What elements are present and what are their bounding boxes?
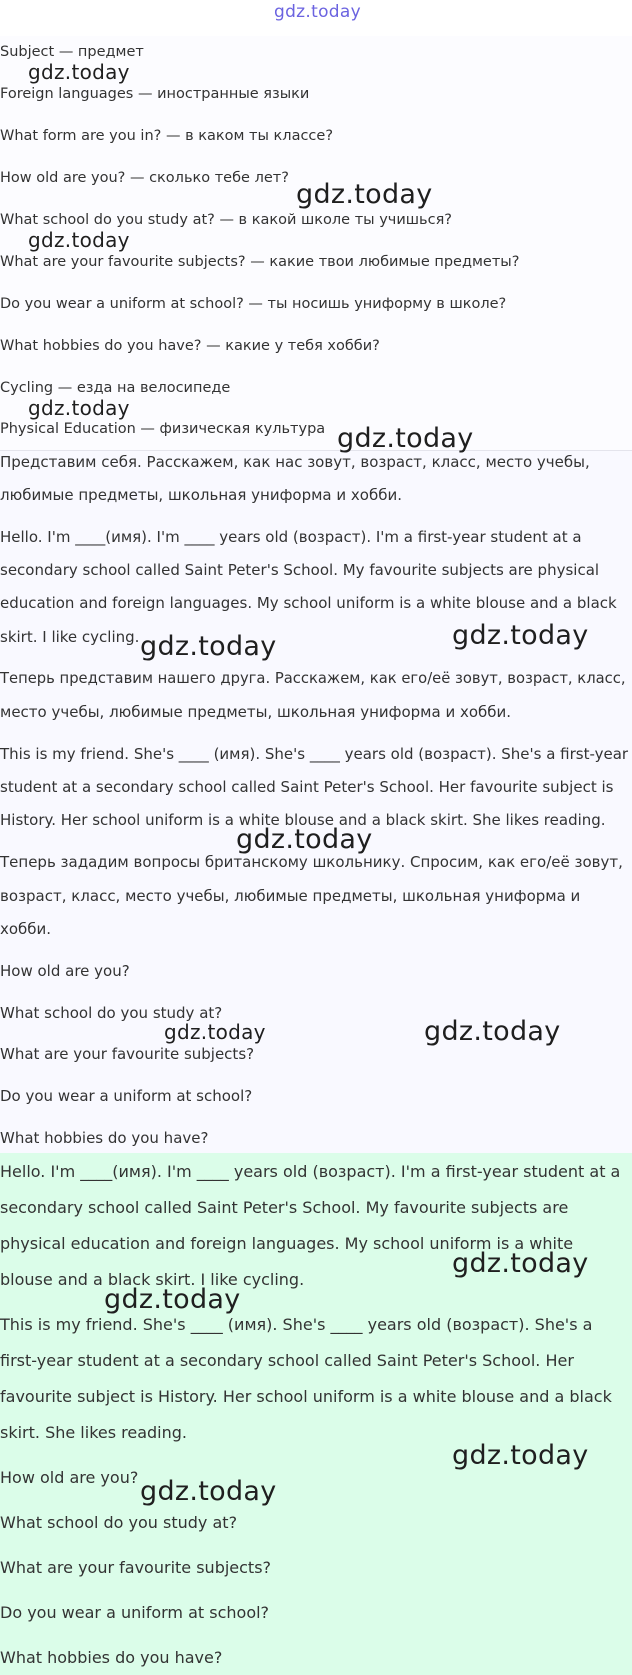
explanation-line: History. Her school uniform is a white blouse and a black skirt. She likes reading.	[0, 811, 606, 829]
explanation-line: Do you wear a uniform at school?	[0, 1087, 253, 1105]
explanation-line: Теперь представим нашего друга. Расскажем, как его/её зовут, возраст, класс,	[0, 670, 626, 687]
watermark: gdz.today	[104, 1284, 241, 1315]
answer-line: Do you wear a uniform at school?	[0, 1603, 270, 1622]
watermark: gdz.today	[28, 228, 130, 252]
answer-line: skirt. She likes reading.	[0, 1423, 188, 1442]
answer-line: What are your favourite subjects?	[0, 1558, 272, 1577]
vocab-line: Physical Education — физическая культура	[0, 421, 326, 437]
vocab-line: What school do you study at? — в какой школе ты учишься?	[0, 212, 452, 228]
answer-line: Hello. I'm ____(имя). I'm ____ years old (возраст). I'm a first-year student at a	[0, 1162, 621, 1181]
watermark: gdz.today	[140, 1476, 277, 1507]
watermark: gdz.today	[296, 179, 433, 210]
answer-line: favourite subject is History. Her school uniform is a white blouse and a black	[0, 1387, 612, 1406]
answer-line: physical education and foreign languages. My school uniform is a white	[0, 1234, 574, 1253]
watermark: gdz.today	[236, 824, 373, 855]
answer-line: This is my friend. She's ____ (имя). She's ____ years old (возраст). She's a	[0, 1315, 593, 1334]
explanation-line: This is my friend. She's ____ (имя). She's ____ years old (возраст). She's a first-year	[0, 745, 629, 763]
answer-line: blouse and a black skirt. I like cycling.	[0, 1270, 305, 1289]
answer-line: What hobbies do you have?	[0, 1648, 223, 1667]
explanation-line: student at a secondary school called Saint Peter's School. Her favourite subject is	[0, 778, 614, 796]
vocab-line: Cycling — езда на велосипеде	[0, 380, 231, 396]
watermark: gdz.today	[28, 60, 130, 84]
watermark: gdz.today	[337, 423, 474, 454]
watermark: gdz.today	[28, 396, 130, 420]
vocab-line: How old are you? — сколько тебе лет?	[0, 170, 289, 186]
answer-line: What school do you study at?	[0, 1513, 238, 1532]
watermark: gdz.today	[140, 631, 277, 662]
watermark: gdz.today	[424, 1016, 561, 1047]
answer-line: secondary school called Saint Peter's School. My favourite subjects are	[0, 1198, 569, 1217]
explanation-line: возраст, класс, место учебы, любимые предметы, школьная униформа и	[0, 887, 581, 905]
explanation-line: What are your favourite subjects?	[0, 1045, 255, 1063]
explanation-line: Представим себя. Расскажем, как нас зовут, возраст, класс, место учебы,	[0, 453, 590, 471]
explanation-line: Теперь зададим вопросы британскому школьнику. Спросим, как его/её зовут,	[0, 853, 623, 871]
vocab-line: What hobbies do you have? — какие у тебя хобби?	[0, 338, 380, 354]
explanation-line: хобби.	[0, 920, 52, 938]
explanation-line: How old are you?	[0, 962, 130, 980]
watermark: gdz.today	[452, 620, 589, 651]
explanation-line: Hello. I'm ____(имя). I'm ____ years old (возраст). I'm a first-year student at a	[0, 528, 582, 546]
vocab-line: Foreign languages — иностранные языки	[0, 86, 310, 102]
watermark: gdz.today	[452, 1440, 589, 1471]
explanation-line: secondary school called Saint Peter's School. My favourite subjects are physical	[0, 561, 600, 579]
explanation-line: место учебы, любимые предметы, школьная униформа и хобби.	[0, 703, 512, 721]
watermark: gdz.today	[164, 1020, 266, 1044]
answer-line: How old are you?	[0, 1468, 139, 1487]
answer-line: first-year student at a secondary school called Saint Peter's School. Her	[0, 1351, 574, 1370]
vocab-line: Subject — предмет	[0, 44, 144, 60]
explanation-line: education and foreign languages. My school uniform is a white blouse and a black	[0, 594, 617, 612]
explanation-line: любимые предметы, школьная униформа и хобби.	[0, 486, 402, 504]
explanation-line: What school do you study at?	[0, 1004, 223, 1022]
watermark-top: gdz.today	[274, 2, 361, 22]
watermark: gdz.today	[452, 1248, 589, 1279]
explanation-line: What hobbies do you have?	[0, 1129, 209, 1147]
vocab-line: Do you wear a uniform at school? — ты носишь униформу в школе?	[0, 296, 507, 312]
explanation-line: skirt. I like cycling.	[0, 628, 140, 646]
vocab-line: What are your favourite subjects? — какие твои любимые предметы?	[0, 254, 520, 270]
answer-section	[0, 1153, 632, 1675]
vocab-line: What form are you in? — в каком ты классе?	[0, 128, 334, 144]
